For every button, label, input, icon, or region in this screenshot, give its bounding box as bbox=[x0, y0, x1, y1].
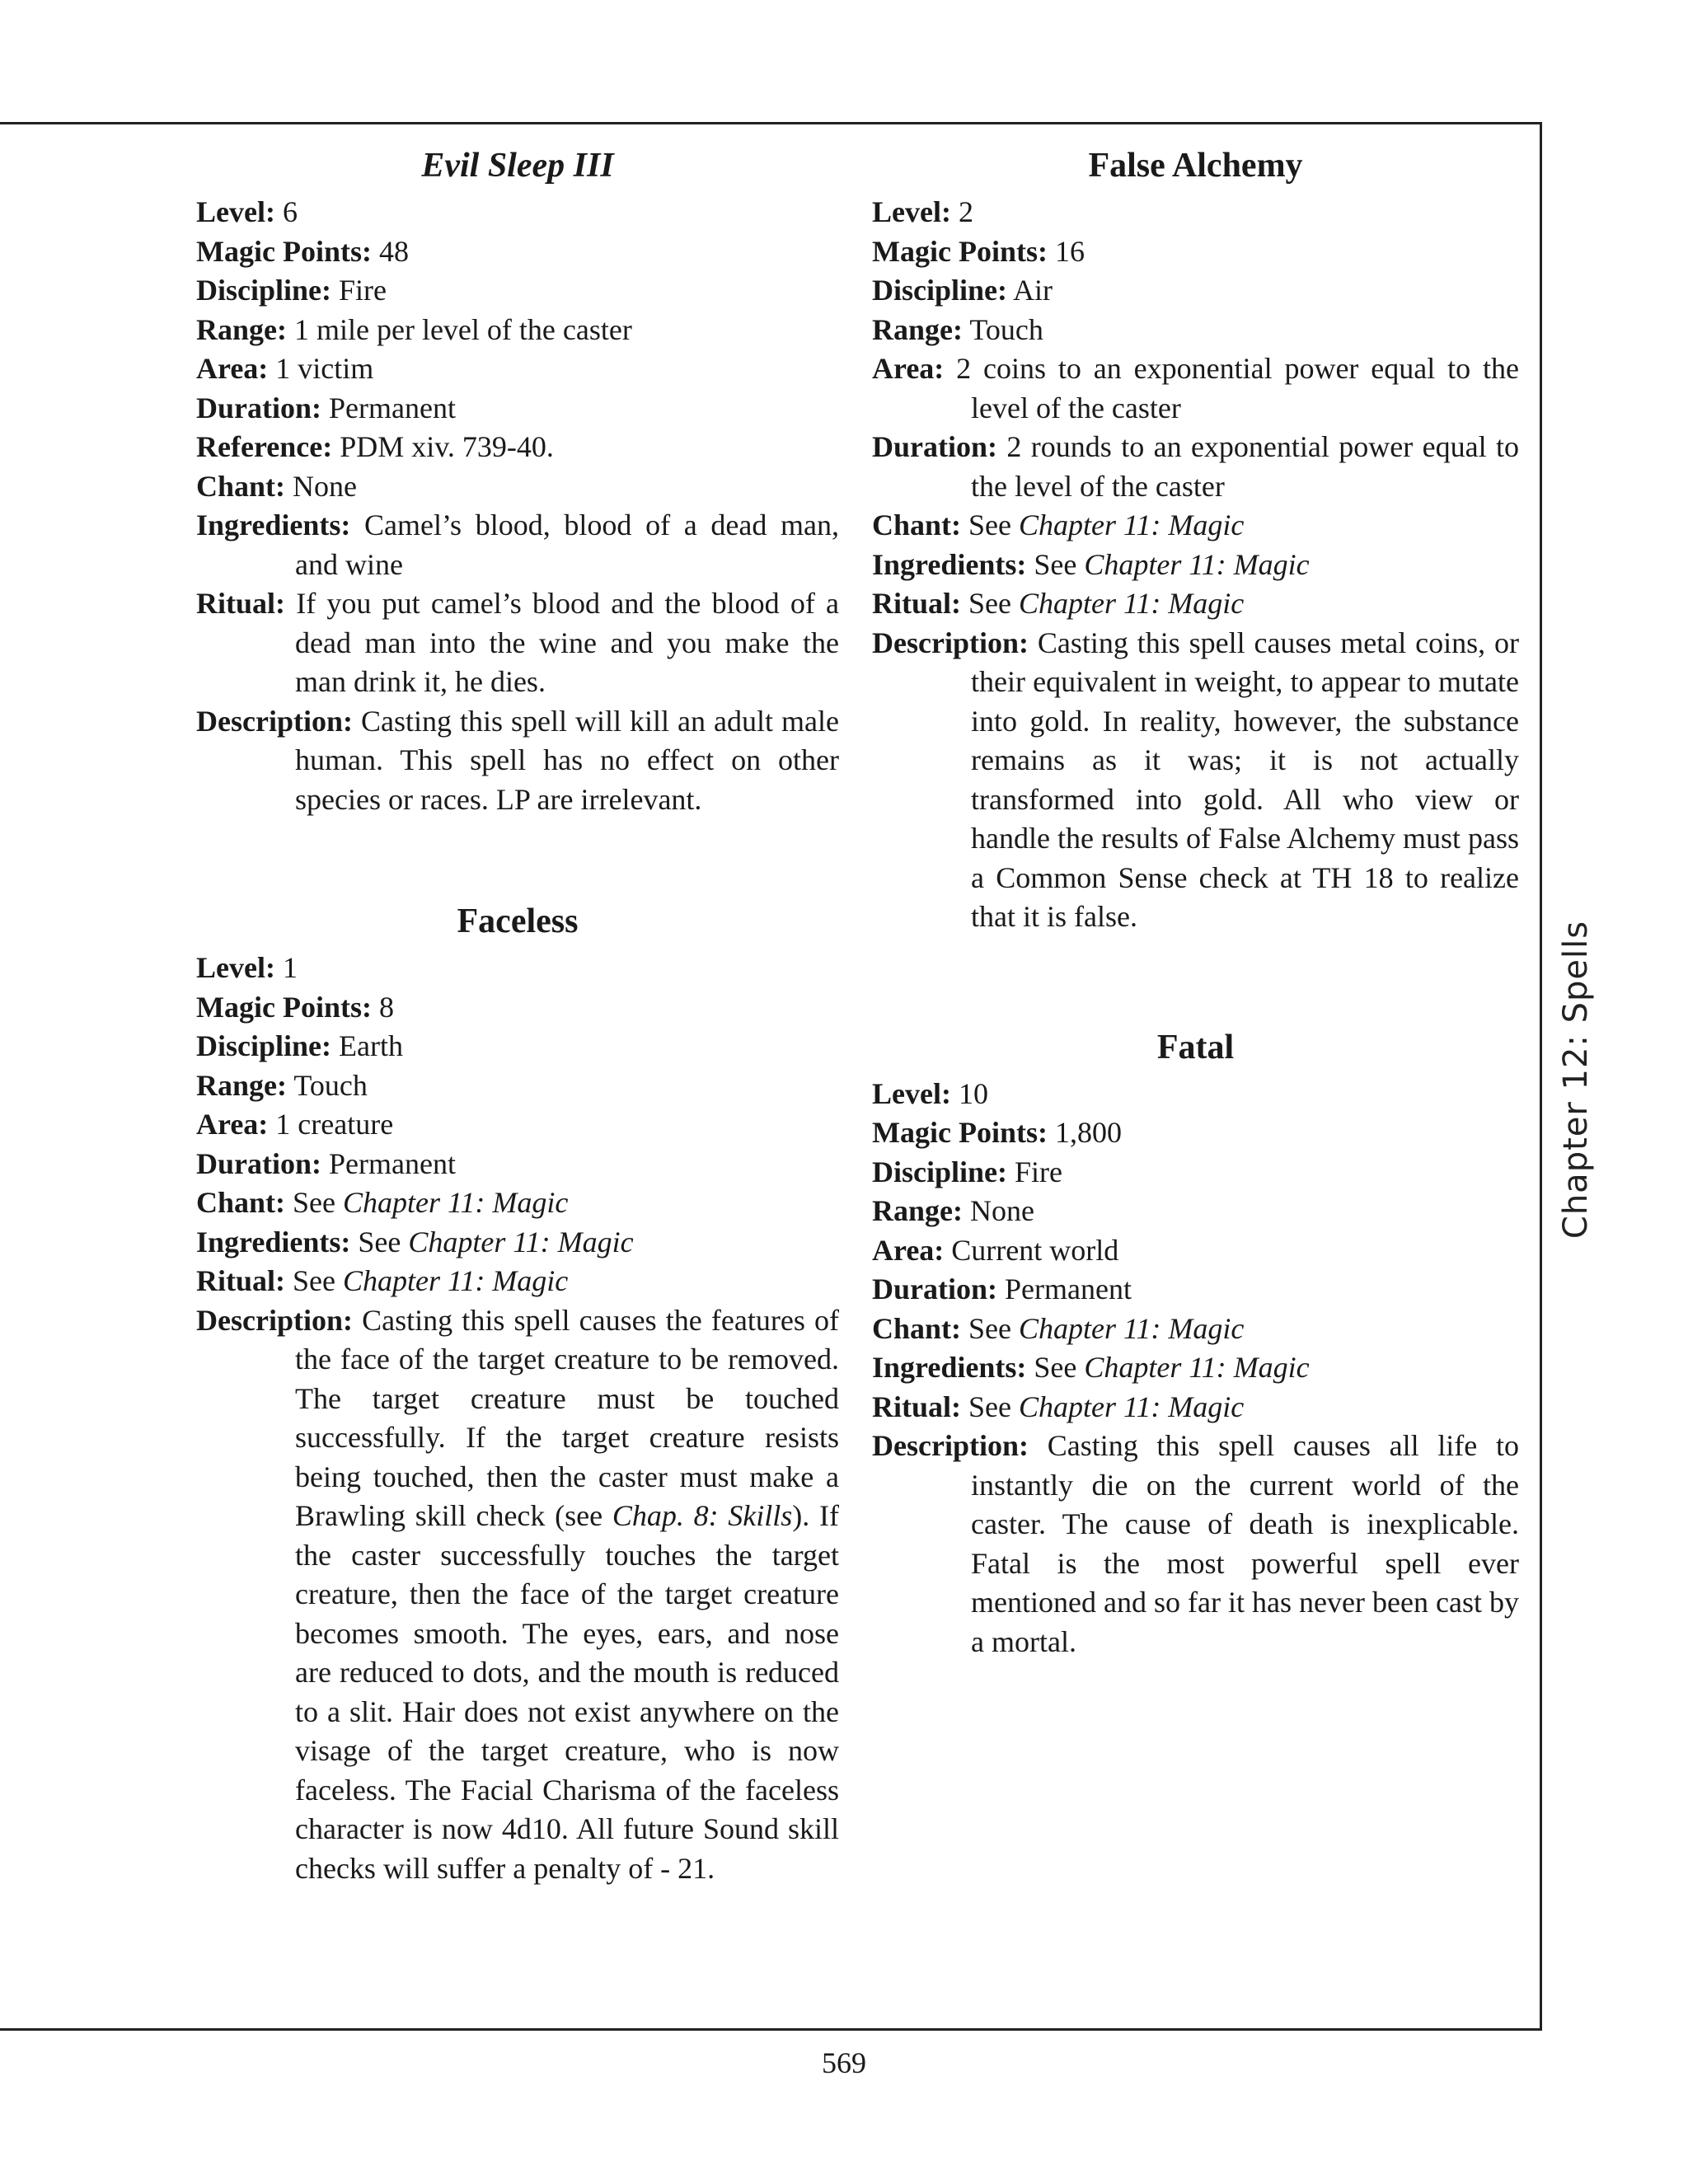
chapter-reference: Chapter 11: Magic bbox=[1018, 587, 1245, 620]
field-range bbox=[872, 1192, 1519, 1231]
field-label: Description: bbox=[196, 704, 353, 738]
field-magic-points bbox=[196, 232, 839, 272]
field-value: If you put camel’s blood and the blood of a dead man into the wine and you make the man drink it, he dies. bbox=[295, 587, 840, 698]
left-column bbox=[196, 142, 839, 1888]
field-ingredients bbox=[196, 1223, 839, 1263]
chapter-reference: Chapter 11: Magic bbox=[1018, 1390, 1245, 1423]
spell-title: Faceless bbox=[457, 902, 579, 940]
field-see: See bbox=[358, 1225, 401, 1258]
field-value: 16 bbox=[1054, 234, 1085, 268]
field-value: None bbox=[293, 469, 358, 503]
field-label: Level: bbox=[196, 195, 275, 228]
field-label: Ritual: bbox=[872, 587, 961, 620]
field-duration bbox=[872, 1270, 1519, 1310]
field-label: Magic Points: bbox=[872, 234, 1048, 268]
field-description bbox=[872, 1427, 1519, 1661]
field-chant bbox=[196, 1183, 839, 1223]
field-value: Fire bbox=[1015, 1155, 1063, 1188]
field-level bbox=[872, 193, 1519, 232]
field-magic-points bbox=[872, 232, 1519, 272]
field-value: 10 bbox=[958, 1076, 988, 1110]
field-value: Touch bbox=[293, 1068, 368, 1102]
field-label: Level: bbox=[872, 195, 951, 228]
field-ritual bbox=[872, 584, 1519, 624]
spell-false-alchemy bbox=[872, 142, 1519, 937]
page-number: 569 bbox=[822, 2046, 866, 2079]
field-value: 1 creature bbox=[275, 1108, 394, 1141]
field-label: Duration: bbox=[872, 430, 997, 463]
field-ritual bbox=[196, 584, 839, 702]
field-label: Discipline: bbox=[196, 274, 332, 307]
field-label: Chant: bbox=[196, 1186, 286, 1219]
field-ritual bbox=[196, 1262, 839, 1301]
field-value: None bbox=[970, 1194, 1034, 1227]
field-ritual bbox=[872, 1388, 1519, 1427]
field-label: Level: bbox=[196, 951, 275, 984]
field-magic-points bbox=[196, 988, 839, 1028]
field-see: See bbox=[1034, 547, 1077, 581]
field-area bbox=[872, 1231, 1519, 1271]
field-value: Camel’s blood, blood of a dead man, and wine bbox=[295, 509, 839, 581]
field-label: Ingredients: bbox=[196, 1225, 351, 1258]
field-value: Earth bbox=[339, 1029, 403, 1062]
field-value: Permanent bbox=[1005, 1272, 1132, 1305]
field-range bbox=[872, 311, 1519, 350]
field-value: 6 bbox=[282, 195, 298, 228]
chapter-reference: Chapter 11: Magic bbox=[1019, 1311, 1245, 1345]
field-label: Ritual: bbox=[872, 1390, 961, 1423]
field-value: Casting this spell causes all life to instantly die on the current world of the caster. The cause of death is inexplicable. Fatal is the most powerful spell ever mentioned and so far it has never been cast by a mortal. bbox=[971, 1429, 1520, 1658]
field-label: Duration: bbox=[872, 1272, 997, 1305]
field-label: Area: bbox=[196, 1108, 269, 1141]
field-value: 1,800 bbox=[1054, 1116, 1122, 1149]
spell-evil-sleep-iii bbox=[196, 142, 839, 819]
field-range bbox=[196, 311, 839, 350]
field-value: 2 rounds to an exponential power equal to the level of the caster bbox=[971, 430, 1519, 503]
field-discipline bbox=[872, 1153, 1519, 1193]
field-see: See bbox=[968, 587, 1011, 620]
field-area bbox=[196, 349, 839, 389]
right-column bbox=[872, 142, 1519, 1661]
chapter-side-tab bbox=[1551, 920, 1601, 1240]
chapter-reference: Chapter 11: Magic bbox=[342, 1264, 569, 1297]
field-label: Ingredients: bbox=[196, 509, 351, 541]
field-value: 48 bbox=[378, 234, 409, 268]
field-value: PDM xiv. 739-40. bbox=[340, 430, 554, 463]
field-label: Discipline: bbox=[196, 1029, 332, 1062]
field-description bbox=[196, 702, 839, 820]
spell-title: False Alchemy bbox=[1088, 147, 1303, 185]
field-reference bbox=[196, 428, 839, 467]
field-value-cont: ). If the caster successfully touches the target creature, then the face of the target creature becomes smooth. The eyes, ears, and nose are reduced to dots, and the mouth is reduced to a slit. Hair does not exist anywhere on the visage of the target creature, who is now faceless. The Facial Charisma of the faceless character is now 4d10. All future Sound skill checks will suffer a penalty of - 21. bbox=[295, 1499, 839, 1885]
field-value: Permanent bbox=[329, 1146, 456, 1180]
field-label: Range: bbox=[196, 312, 287, 346]
field-label: Range: bbox=[872, 1194, 963, 1227]
field-label: Discipline: bbox=[872, 274, 1008, 307]
field-label: Ritual: bbox=[196, 1264, 285, 1297]
field-ingredients bbox=[872, 546, 1519, 585]
field-value: Permanent bbox=[329, 391, 456, 424]
field-label: Chant: bbox=[872, 509, 962, 541]
field-value: 2 bbox=[958, 195, 973, 228]
field-ingredients bbox=[872, 1348, 1519, 1388]
field-label: Magic Points: bbox=[872, 1116, 1048, 1149]
field-discipline bbox=[196, 271, 839, 311]
field-label: Description: bbox=[872, 1429, 1029, 1462]
chapter-reference: Chapter 11: Magic bbox=[408, 1225, 634, 1258]
field-label: Duration: bbox=[196, 1146, 321, 1180]
field-label: Description: bbox=[872, 626, 1029, 659]
field-value: 2 coins to an exponential power equal to the level of the caster bbox=[956, 352, 1519, 424]
field-ingredients bbox=[196, 506, 839, 584]
field-description bbox=[196, 1301, 839, 1889]
field-area bbox=[196, 1105, 839, 1145]
chapter-reference: Chapter 11: Magic bbox=[1084, 1351, 1310, 1384]
spell-fatal bbox=[872, 1024, 1519, 1662]
field-label: Level: bbox=[872, 1076, 951, 1110]
field-discipline bbox=[872, 271, 1519, 311]
field-magic-points bbox=[872, 1113, 1519, 1153]
field-label: Area: bbox=[872, 352, 945, 385]
field-area bbox=[872, 349, 1519, 428]
field-value: Casting this spell causes metal coins, or their equivalent in weight, to appear to mutate into gold. In reality, however, the substance remains as it was; it is not actually transformed into gold. All who view or handle the results of False Alchemy must pass a Common Sense check at TH 18 to realize that it is false. bbox=[971, 626, 1519, 933]
chapter-side-tab-label: Chapter 12: Spells bbox=[1557, 920, 1595, 1240]
field-label: Chant: bbox=[196, 469, 286, 503]
field-label: Magic Points: bbox=[196, 234, 372, 268]
field-level bbox=[196, 949, 839, 988]
field-discipline bbox=[196, 1027, 839, 1066]
skills-chapter-reference: Chap. 8: Skills bbox=[612, 1499, 793, 1532]
field-level bbox=[872, 1075, 1519, 1114]
field-label: Discipline: bbox=[872, 1155, 1008, 1188]
spell-title: Fatal bbox=[1156, 1028, 1235, 1066]
field-label: Area: bbox=[196, 352, 269, 385]
field-label: Range: bbox=[872, 312, 963, 346]
field-label: Range: bbox=[196, 1068, 287, 1102]
field-value: Touch bbox=[969, 312, 1043, 346]
field-range bbox=[196, 1066, 839, 1106]
field-label: Ingredients: bbox=[872, 1351, 1027, 1384]
chapter-reference: Chapter 11: Magic bbox=[1084, 547, 1310, 581]
field-chant bbox=[196, 467, 839, 507]
field-value: 1 bbox=[282, 951, 298, 984]
field-label: Chant: bbox=[872, 1311, 962, 1345]
field-value: Fire bbox=[339, 274, 387, 307]
field-duration bbox=[872, 428, 1519, 506]
field-label: Ritual: bbox=[196, 587, 285, 620]
field-value: Current world bbox=[951, 1233, 1119, 1267]
field-duration bbox=[196, 1145, 839, 1184]
field-label: Duration: bbox=[196, 391, 321, 424]
field-label: Ingredients: bbox=[872, 547, 1027, 581]
field-see: See bbox=[968, 509, 1012, 541]
field-see: See bbox=[968, 1390, 1011, 1423]
field-description bbox=[872, 624, 1519, 937]
field-label: Magic Points: bbox=[196, 990, 372, 1024]
field-value: 1 mile per level of the caster bbox=[294, 312, 632, 346]
chapter-reference: Chapter 11: Magic bbox=[1019, 509, 1245, 541]
field-level bbox=[196, 193, 839, 232]
field-chant bbox=[872, 506, 1519, 546]
field-label: Reference: bbox=[196, 430, 333, 463]
field-label: Description: bbox=[196, 1303, 353, 1337]
chapter-reference: Chapter 11: Magic bbox=[343, 1186, 569, 1219]
field-duration bbox=[196, 389, 839, 429]
spell-faceless bbox=[196, 898, 839, 1888]
field-value: 1 victim bbox=[275, 352, 374, 385]
field-value: 8 bbox=[378, 990, 394, 1024]
field-chant bbox=[872, 1310, 1519, 1349]
field-value: Casting this spell causes the features of the face of the target creature to be removed. The target creature must be touched successfully. If the target creature resists being touched, then the caster must make a Brawling skill check (see bbox=[295, 1303, 840, 1532]
field-see: See bbox=[968, 1311, 1012, 1345]
field-see: See bbox=[293, 1264, 335, 1297]
field-label: Area: bbox=[872, 1233, 945, 1267]
field-value: Casting this spell will kill an adult male human. This spell has no effect on other species or races. LP are irrelevant. bbox=[295, 704, 839, 816]
field-value: Air bbox=[1013, 274, 1053, 307]
field-see: See bbox=[1034, 1351, 1077, 1384]
spell-title: Evil Sleep III bbox=[421, 147, 614, 185]
field-see: See bbox=[293, 1186, 336, 1219]
